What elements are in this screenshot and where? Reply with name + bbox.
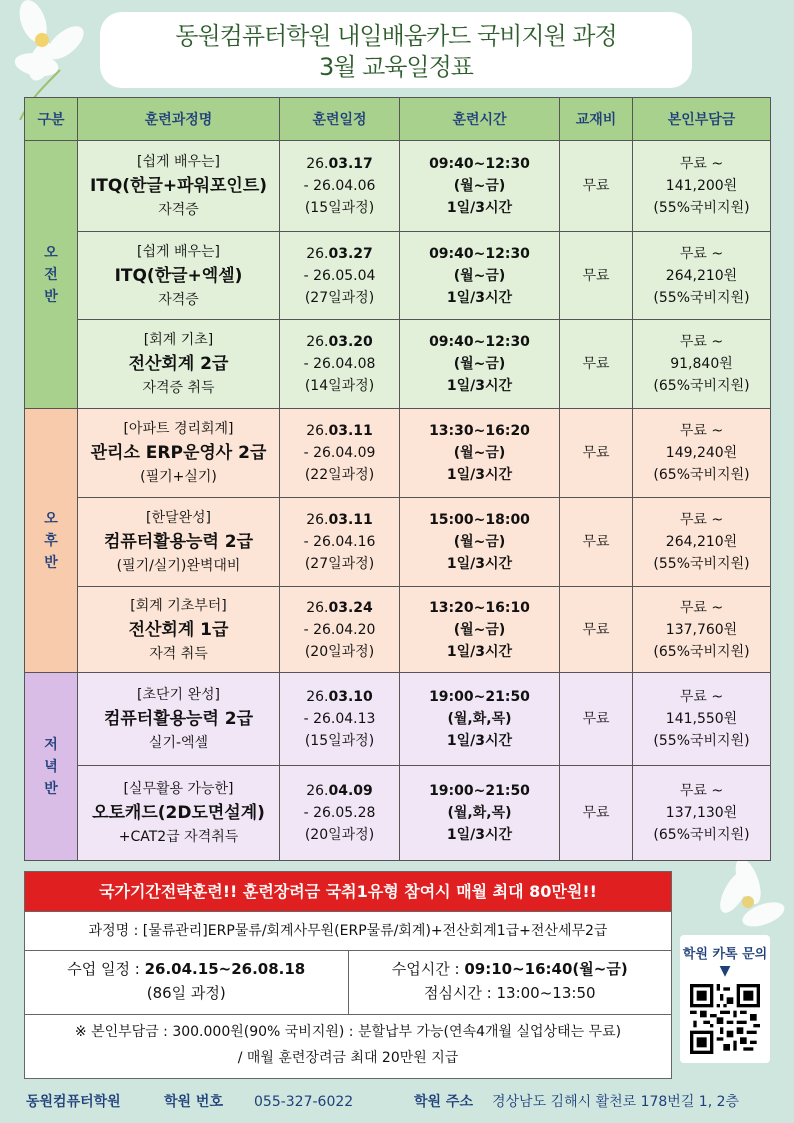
end-date: - 26.04.20 [303, 621, 376, 638]
course-days: (22일과정) [304, 467, 375, 484]
special-course-box [24, 871, 672, 1079]
start-date-day: 03.27 [328, 245, 373, 262]
qr-contact-box [680, 935, 770, 1063]
special-note-line1: ※ 본인부담금 : 300.000원(90% 국비지원) : 분할납부 가능(연속4개월 실업상태는 무료) [74, 1024, 622, 1040]
special-note [25, 1015, 671, 1081]
start-date-year: 26. [306, 334, 329, 351]
course-sub: 자격증 취득 [142, 380, 215, 397]
self-pay-line: (65%국비지원) [653, 378, 750, 395]
special-period-label: 수업 일정 : [67, 960, 145, 978]
book-fee-cell: 무료 [560, 497, 633, 586]
self-pay-cell [633, 231, 771, 320]
class-weekdays: (월,화,목) [447, 805, 512, 822]
self-pay-line: 무료 ~ [679, 511, 724, 528]
course-sub: 자격증 [158, 291, 199, 308]
course-sub: 실기-엑셀 [148, 735, 209, 752]
end-date: - 26.04.16 [303, 533, 376, 550]
start-date [281, 780, 398, 802]
session-group-char: 녁 [44, 758, 58, 775]
session-group-char: 저 [44, 736, 58, 753]
schedule-cell [280, 766, 400, 861]
page-title: 동원컴퓨터학원 내일배움카드 국비지원 과정 [175, 22, 617, 50]
qr-code-icon[interactable] [690, 984, 760, 1054]
time-cell [400, 409, 560, 498]
table-row [25, 141, 771, 232]
course-sub: 자격증 [158, 201, 199, 218]
course-cell [78, 673, 280, 766]
column-header: 구분 [25, 98, 78, 141]
footer-academy-name: 동원컴퓨터학원 [26, 1094, 121, 1110]
self-pay-line: 137,130원 [665, 805, 738, 822]
course-name: 컴퓨터활용능력 2급 [103, 531, 254, 552]
self-pay-line: 91,840원 [670, 356, 733, 373]
start-date-year: 26. [306, 423, 329, 440]
table-row [25, 409, 771, 498]
footer-address-label: 학원 주소 [414, 1094, 473, 1110]
course-cell [78, 231, 280, 320]
qr-label: 학원 카톡 문의 [682, 947, 768, 962]
special-period-days: (86일 과정) [146, 984, 226, 1002]
schedule-cell [280, 141, 400, 232]
session-group-char: 오 [44, 510, 58, 527]
end-date: - 26.04.06 [303, 177, 376, 194]
self-pay-line: 무료 ~ [679, 783, 724, 800]
table-row [25, 497, 771, 586]
start-date-year: 26. [306, 689, 329, 706]
class-weekdays: (월,화,목) [447, 711, 512, 728]
book-fee-cell: 무료 [560, 409, 633, 498]
course-name: ITQ(한글+파워포인트) [89, 175, 268, 196]
self-pay-line: 무료 ~ [679, 599, 724, 616]
book-fee-cell: 무료 [560, 673, 633, 766]
self-pay-line: (55%국비지원) [653, 555, 750, 572]
course-days: (15일과정) [304, 199, 375, 216]
column-header: 훈련일정 [280, 98, 400, 141]
course-tag: [초단기 완성] [137, 687, 220, 704]
footer-phone-label: 학원 번호 [164, 1094, 223, 1110]
session-group-char: 오 [44, 244, 58, 261]
special-period-cell [25, 951, 349, 1014]
table-row [25, 231, 771, 320]
column-header: 본인부담금 [633, 98, 771, 141]
class-daily-hours: 1일/3시간 [446, 733, 513, 750]
time-cell [400, 586, 560, 673]
self-pay-line: (65%국비지원) [653, 467, 750, 484]
start-date-year: 26. [306, 599, 329, 616]
course-cell [78, 320, 280, 409]
start-date-day: 03.20 [328, 334, 373, 351]
self-pay-line: 141,550원 [665, 711, 738, 728]
start-date [281, 597, 398, 619]
time-cell [400, 497, 560, 586]
session-group-label [25, 409, 78, 673]
self-pay-cell [633, 497, 771, 586]
course-cell [78, 766, 280, 861]
end-date: - 26.04.08 [303, 356, 376, 373]
self-pay-line: (65%국비지원) [653, 827, 750, 844]
start-date-day: 03.11 [328, 511, 373, 528]
book-fee-cell: 무료 [560, 766, 633, 861]
session-group-char: 반 [44, 288, 58, 305]
start-date-year: 26. [306, 155, 329, 172]
class-daily-hours: 1일/3시간 [446, 555, 513, 572]
self-pay-line: 무료 ~ [679, 245, 724, 262]
time-cell [400, 673, 560, 766]
schedule-cell [280, 586, 400, 673]
class-weekdays: (월~금) [453, 445, 506, 462]
start-date-day: 04.09 [328, 783, 373, 800]
schedule-cell [280, 673, 400, 766]
course-tag: [회계 기초] [143, 332, 214, 349]
class-weekdays: (월~금) [453, 621, 506, 638]
class-daily-hours: 1일/3시간 [446, 467, 513, 484]
start-date-year: 26. [306, 511, 329, 528]
class-time: 09:40~12:30 [429, 334, 530, 351]
time-cell [400, 320, 560, 409]
course-days: (20일과정) [304, 643, 375, 660]
start-date [281, 243, 398, 265]
course-tag: [실무활용 가능한] [123, 781, 234, 798]
self-pay-line: 149,240원 [665, 445, 738, 462]
table-header-row [25, 98, 771, 141]
class-time: 13:30~16:20 [429, 423, 530, 440]
self-pay-cell [633, 586, 771, 673]
self-pay-line: (55%국비지원) [653, 199, 750, 216]
time-cell [400, 766, 560, 861]
course-tag: [쉽게 배우는] [137, 153, 220, 170]
special-period-value: 26.04.15~26.08.18 [144, 960, 306, 978]
course-tag: [회계 기초부터] [130, 597, 227, 614]
class-weekdays: (월~금) [453, 177, 506, 194]
course-name: 전산회계 2급 [128, 354, 229, 375]
class-time: 15:00~18:00 [429, 511, 530, 528]
book-fee-cell: 무료 [560, 586, 633, 673]
column-header: 훈련시간 [400, 98, 560, 141]
course-cell [78, 586, 280, 673]
course-sub: 자격 취득 [149, 645, 208, 662]
book-fee-cell: 무료 [560, 320, 633, 409]
title-box [100, 12, 692, 88]
start-date-day: 03.24 [328, 599, 373, 616]
start-date [281, 420, 398, 442]
class-weekdays: (월~금) [453, 356, 506, 373]
footer-phone[interactable]: 055-327-6022 [254, 1094, 354, 1110]
self-pay-line: 141,200원 [665, 177, 738, 194]
session-group-char: 후 [44, 532, 58, 549]
page-subtitle: 3월 교육일정표 [318, 53, 473, 81]
schedule-cell [280, 497, 400, 586]
footer [0, 1088, 794, 1116]
special-note-line2: / 매월 훈련장려금 최대 20만원 지급 [237, 1050, 459, 1066]
start-date-day: 03.17 [328, 155, 373, 172]
course-sub: (필기/실기)완벽대비 [116, 557, 241, 574]
self-pay-cell [633, 766, 771, 861]
self-pay-line: 264,210원 [665, 533, 738, 550]
self-pay-line: 무료 ~ [679, 689, 724, 706]
start-date [281, 509, 398, 531]
course-name: 전산회계 1급 [128, 619, 229, 640]
start-date-year: 26. [306, 783, 329, 800]
self-pay-line: (65%국비지원) [653, 643, 750, 660]
session-group-char: 전 [44, 266, 58, 283]
self-pay-line: 무료 ~ [679, 334, 724, 351]
book-fee-cell: 무료 [560, 231, 633, 320]
course-name: 관리소 ERP운영사 2급 [90, 443, 267, 464]
self-pay-line: 264,210원 [665, 267, 738, 284]
course-sub: (필기+실기) [140, 469, 217, 486]
special-course-name: 과정명 : [물류관리]ERP물류/회계사무원(ERP물류/회계)+전산회계1급+전산세무2급 [25, 912, 671, 951]
column-header: 훈련과정명 [78, 98, 280, 141]
schedule-cell [280, 409, 400, 498]
course-cell [78, 497, 280, 586]
column-header: 교재비 [560, 98, 633, 141]
table-row [25, 586, 771, 673]
course-days: (20일과정) [304, 827, 375, 844]
promo-banner: 국가기간전략훈련!! 훈련장려금 국취1유형 참여시 매월 최대 80만원!! [25, 872, 671, 912]
start-date [281, 686, 398, 708]
course-tag: [아파트 경리회계] [123, 421, 234, 438]
special-time-label: 수업시간 : [391, 960, 465, 978]
table-row [25, 673, 771, 766]
course-tag: [한달완성] [145, 509, 212, 526]
class-daily-hours: 1일/3시간 [446, 378, 513, 395]
special-course-schedule [25, 951, 671, 1015]
course-name: 오토캐드(2D도면설계) [92, 803, 265, 824]
course-cell [78, 141, 280, 232]
course-tag: [쉽게 배우는] [137, 243, 220, 260]
self-pay-line: 137,760원 [665, 621, 738, 638]
session-group-label [25, 673, 78, 861]
table-row [25, 320, 771, 409]
class-daily-hours: 1일/3시간 [446, 199, 513, 216]
self-pay-line: 무료 ~ [679, 155, 724, 172]
self-pay-line: (55%국비지원) [653, 289, 750, 306]
down-arrow-icon: ▼ [719, 963, 731, 979]
end-date: - 26.05.28 [303, 805, 376, 822]
class-time: 09:40~12:30 [429, 155, 530, 172]
course-sub: +CAT2급 자격취득 [118, 829, 239, 846]
schedule-cell [280, 320, 400, 409]
course-name: 컴퓨터활용능력 2급 [103, 709, 254, 730]
course-days: (14일과정) [304, 378, 375, 395]
start-date [281, 153, 398, 175]
book-fee-cell: 무료 [560, 141, 633, 232]
class-time: 13:20~16:10 [429, 599, 530, 616]
course-days: (27일과정) [304, 555, 375, 572]
time-cell [400, 231, 560, 320]
class-time: 09:40~12:30 [429, 245, 530, 262]
start-date [281, 331, 398, 353]
course-days: (27일과정) [304, 289, 375, 306]
end-date: - 26.04.13 [303, 711, 376, 728]
schedule-cell [280, 231, 400, 320]
class-weekdays: (월~금) [453, 533, 506, 550]
class-daily-hours: 1일/3시간 [446, 827, 513, 844]
course-cell [78, 409, 280, 498]
end-date: - 26.05.04 [303, 267, 376, 284]
special-lunch: 점심시간 : 13:00~13:50 [423, 984, 596, 1002]
self-pay-cell [633, 409, 771, 498]
footer-address: 경상남도 김해시 활천로 178번길 1, 2층 [492, 1094, 740, 1110]
class-daily-hours: 1일/3시간 [446, 289, 513, 306]
self-pay-cell [633, 320, 771, 409]
course-days: (15일과정) [304, 733, 375, 750]
session-group-label [25, 141, 78, 409]
end-date: - 26.04.09 [303, 445, 376, 462]
self-pay-cell [633, 141, 771, 232]
start-date-year: 26. [306, 245, 329, 262]
special-time-cell [349, 951, 672, 1014]
table-row [25, 766, 771, 861]
course-name: ITQ(한글+엑셀) [114, 265, 243, 286]
self-pay-line: 무료 ~ [679, 423, 724, 440]
special-time-value: 09:10~16:40(월~금) [464, 960, 628, 978]
session-group-char: 반 [44, 554, 58, 571]
class-time: 19:00~21:50 [429, 689, 530, 706]
self-pay-line: (55%국비지원) [653, 733, 750, 750]
start-date-day: 03.10 [328, 689, 373, 706]
schedule-table [24, 97, 771, 861]
class-daily-hours: 1일/3시간 [446, 643, 513, 660]
self-pay-cell [633, 673, 771, 766]
start-date-day: 03.11 [328, 423, 373, 440]
session-group-char: 반 [44, 780, 58, 797]
class-time: 19:00~21:50 [429, 783, 530, 800]
time-cell [400, 141, 560, 232]
class-weekdays: (월~금) [453, 267, 506, 284]
